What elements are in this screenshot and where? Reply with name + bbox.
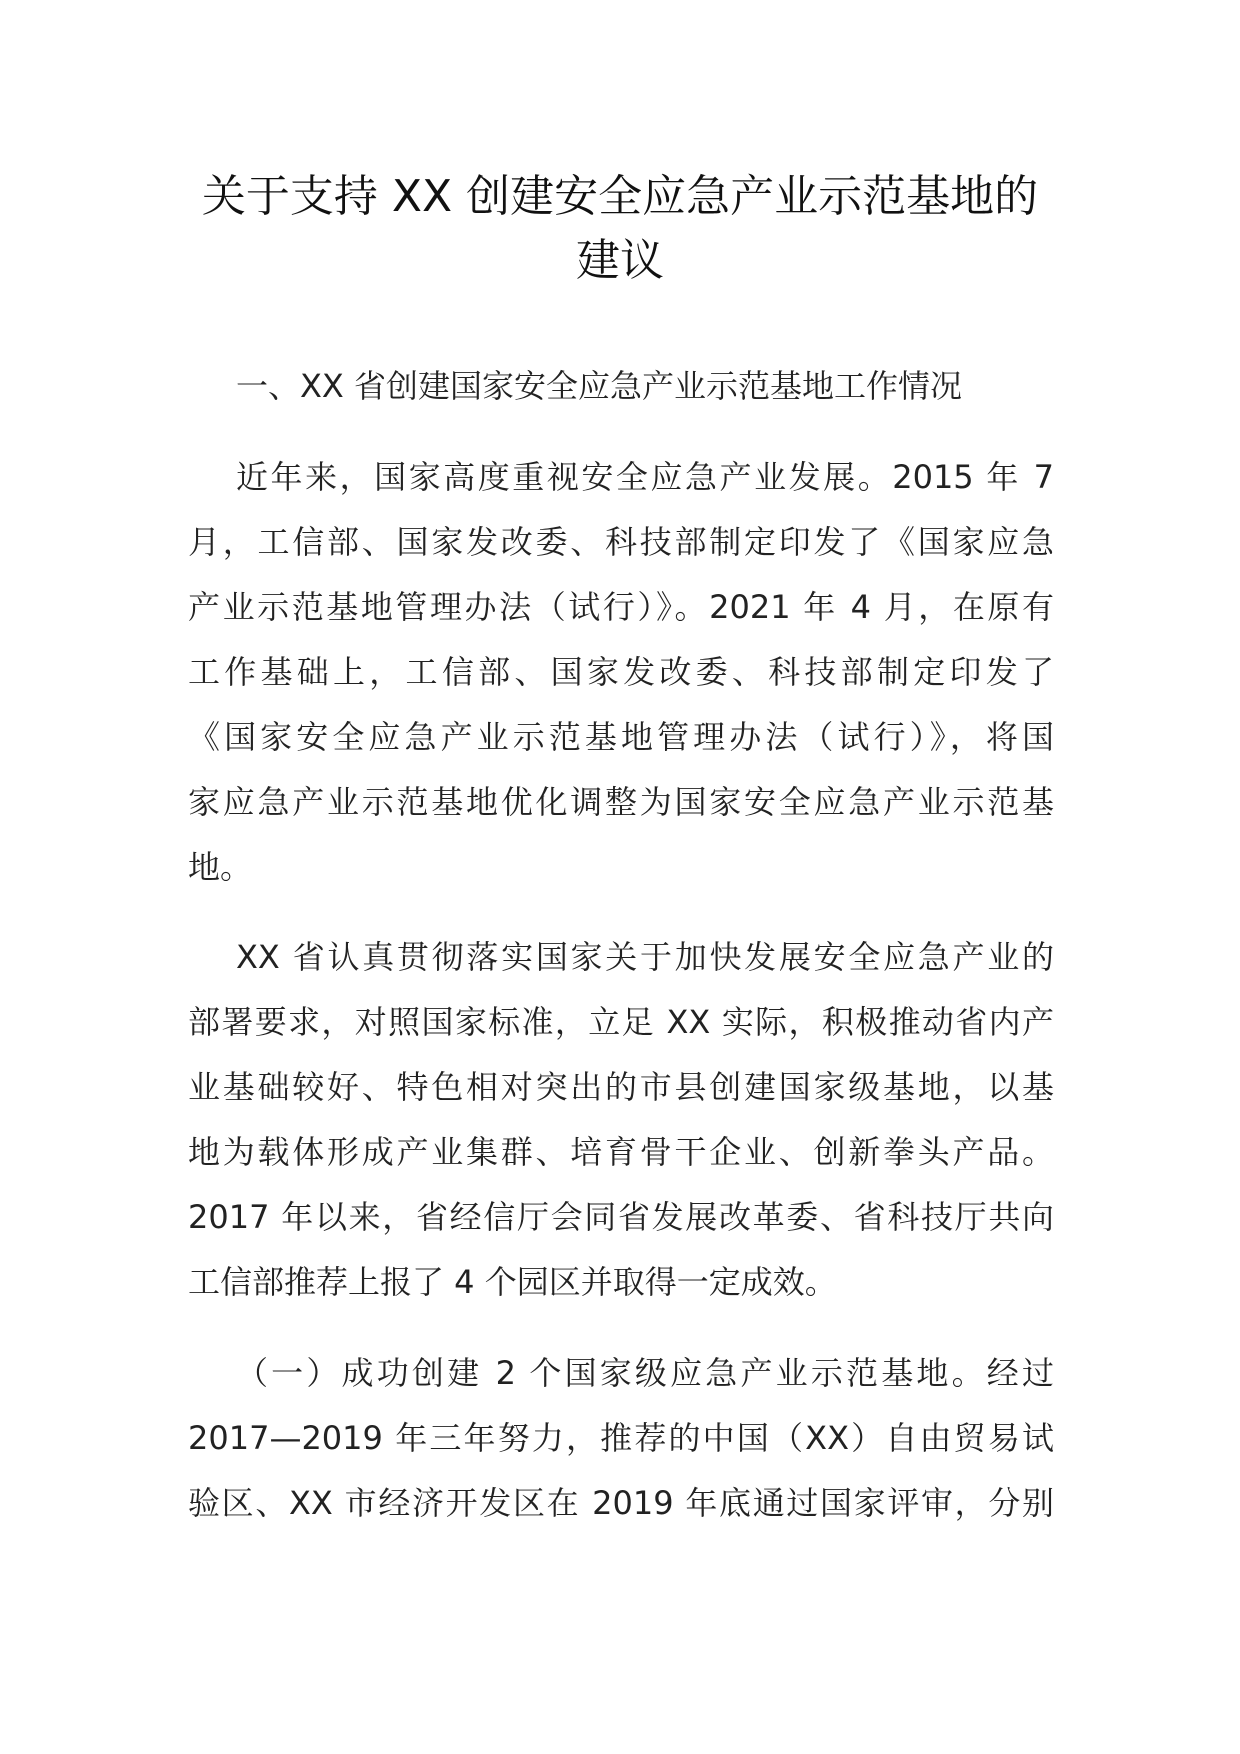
paragraph-line: 2017 年以来，省经信厅会同省发展改革委、省科技厅共向 (188, 1198, 1054, 1236)
paragraph-line: 《国家安全应急产业示范基地管理办法（试行）》，将国 (188, 718, 1054, 756)
paragraph-line: 地为载体形成产业集群、培育骨干企业、创新拳头产品。 (188, 1133, 1054, 1171)
document-title (150, 165, 1090, 293)
paragraph-line: 工作基础上，工信部、国家发改委、科技部制定印发了 (188, 653, 1054, 691)
paragraph-line: 家应急产业示范基地优化调整为国家安全应急产业示范基 (188, 783, 1054, 821)
paragraph-1 (188, 445, 1054, 900)
paragraph-line: 近年来，国家高度重视安全应急产业发展。2015 年 7 (236, 458, 1054, 496)
section-heading: 一、XX 省创建国家安全应急产业示范基地工作情况 (236, 367, 963, 405)
paragraph-line: 2017—2019 年三年努力，推荐的中国（XX）自由贸易试 (188, 1419, 1054, 1457)
title-line-1: 关于支持 XX 创建安全应急产业示范基地的 (201, 171, 1039, 222)
paragraph-line: 地。 (188, 848, 253, 886)
paragraph-line: （一）成功创建 2 个国家级应急产业示范基地。经过 (236, 1354, 1054, 1392)
paragraph-line: 工信部推荐上报了 4 个园区并取得一定成效。 (188, 1263, 837, 1301)
paragraph-line: XX 省认真贯彻落实国家关于加快发展安全应急产业的 (236, 938, 1054, 976)
title-line-2: 建议 (576, 235, 664, 286)
paragraph-line: 月，工信部、国家发改委、科技部制定印发了《国家应急 (188, 523, 1054, 561)
paragraph-line: 业基础较好、特色相对突出的市县创建国家级基地，以基 (188, 1068, 1054, 1106)
paragraph-3 (188, 1341, 1054, 1536)
paragraph-line: 部署要求，对照国家标准，立足 XX 实际，积极推动省内产 (188, 1003, 1054, 1041)
paragraph-line: 验区、XX 市经济开发区在 2019 年底通过国家评审，分别 (188, 1484, 1054, 1522)
paragraph-line: 产业示范基地管理办法（试行）》。2021 年 4 月，在原有 (188, 588, 1054, 626)
paragraph-2 (188, 925, 1054, 1315)
